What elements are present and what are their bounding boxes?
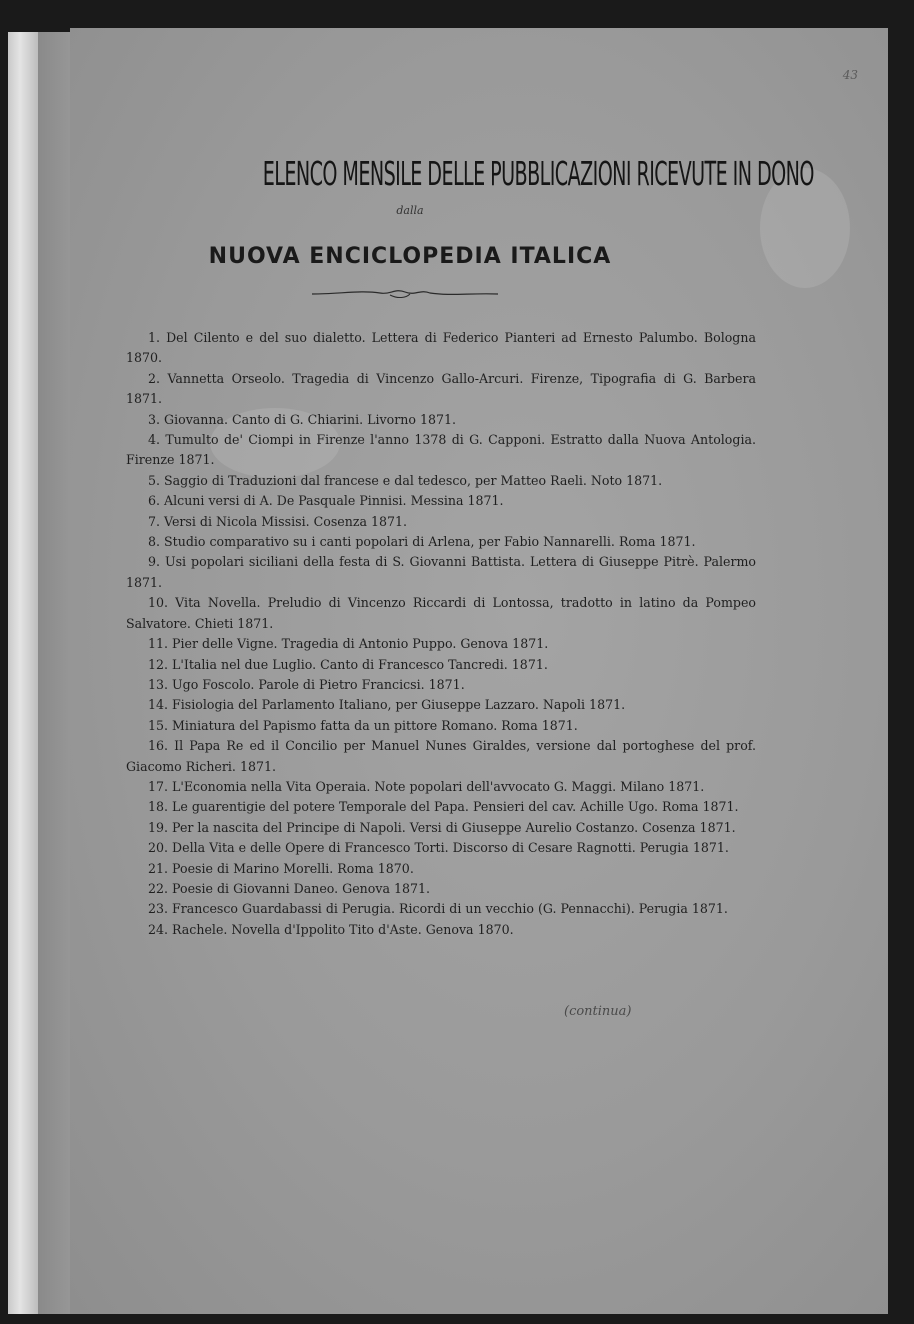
list-item: 16. Il Papa Re ed il Concilio per Manuel Nunes Giraldes, versione dal portoghese del prof. Giacomo Richeri. 1871. <box>126 738 756 774</box>
list-item: 12. L'Italia nel due Luglio. Canto di Francesco Tancredi. 1871. <box>148 656 548 672</box>
list-item: 15. Miniatura del Papismo fatta da un pittore Romano. Roma 1871. <box>148 717 578 733</box>
list-item: 24. Rachele. Novella d'Ippolito Tito d'Aste. Genova 1870. <box>148 921 514 937</box>
list-item: 21. Poesie di Marino Morelli. Roma 1870. <box>148 860 414 876</box>
list-item: 11. Pier delle Vigne. Tragedia di Antonio Puppo. Genova 1871. <box>148 636 549 652</box>
list-item: 9. Usi popolari siciliani della festa di S. Giovanni Battista. Lettera di Giuseppe Pitrè. Palermo 1871. <box>126 554 756 590</box>
list-item: 19. Per la nascita del Principe di Napoli. Versi di Giuseppe Aurelio Costanzo. Cosenza 1871. <box>148 819 736 835</box>
list-item: 10. Vita Novella. Preludio di Vincenzo Riccardi di Lontossa, tradotto in latino da Pompeo Salvatore. Chieti 1871. <box>126 595 756 631</box>
list-item: 18. Le guarentigie del potere Temporale del Papa. Pensieri del cav. Achille Ugo. Roma 1871. <box>148 799 739 815</box>
list-item: 14. Fisiologia del Parlamento Italiano, per Giuseppe Lazzaro. Napoli 1871. <box>148 697 626 713</box>
ornament-divider <box>310 284 500 304</box>
list-item: 6. Alcuni versi di A. De Pasquale Pinnisi. Messina 1871. <box>148 493 504 509</box>
list-item: 22. Poesie di Giovanni Daneo. Genova 1871. <box>148 880 431 896</box>
list-item: 13. Ugo Foscolo. Parole di Pietro Francicsi. 1871. <box>148 676 465 692</box>
list-item: 17. L'Economia nella Vita Operaia. Note popolari dell'avvocato G. Maggi. Milano 1871. <box>148 778 705 794</box>
list-item: 20. Della Vita e delle Opere di Francesco Torti. Discorso di Cesare Ragnotti. Perugia 1871. <box>148 840 729 856</box>
list-item: 2. Vannetta Orseolo. Tragedia di Vincenzo Gallo-Arcuri. Firenze, Tipografia di G. Barbera 1871. <box>126 370 756 407</box>
continua-note: (continua) <box>564 1004 632 1019</box>
page-title: ELENCO MENSILE DELLE PUBBLICAZIONI RICEVUTE IN DONO <box>262 154 814 193</box>
list-item: 7. Versi di Nicola Missisi. Cosenza 1871. <box>148 513 408 529</box>
list-item: 5. Saggio di Traduzioni dal francese e dal tedesco, per Matteo Raeli. Noto 1871. <box>148 472 663 488</box>
list-item: 3. Giovanna. Canto di G. Chiarini. Livorno 1871. <box>148 411 456 427</box>
list-item: 4. Tumulto de' Ciompi in Firenze l'anno 1378 di G. Capponi. Estratto dalla Nuova Antologia. Firenze 1871. <box>126 432 756 468</box>
publications-list <box>126 328 756 940</box>
book-spine <box>8 32 38 1314</box>
document-page <box>70 28 888 1314</box>
list-item: 23. Francesco Guardabassi di Perugia. Ricordi di un vecchio (G. Pennacchi). Perugia 1871. <box>148 901 728 917</box>
page-number: 43 <box>842 68 858 82</box>
dalla-label: dalla <box>396 204 424 217</box>
list-item: 8. Studio comparativo su i canti popolari di Arlena, per Fabio Nannarelli. Roma 1871. <box>148 534 696 550</box>
encyclopedia-title: NUOVA ENCICLOPEDIA ITALICA <box>208 244 612 269</box>
list-item: 1. Del Cilento e del suo dialetto. Lettera di Federico Pianteri ad Ernesto Palumbo. Bologna 1870. <box>126 330 756 366</box>
